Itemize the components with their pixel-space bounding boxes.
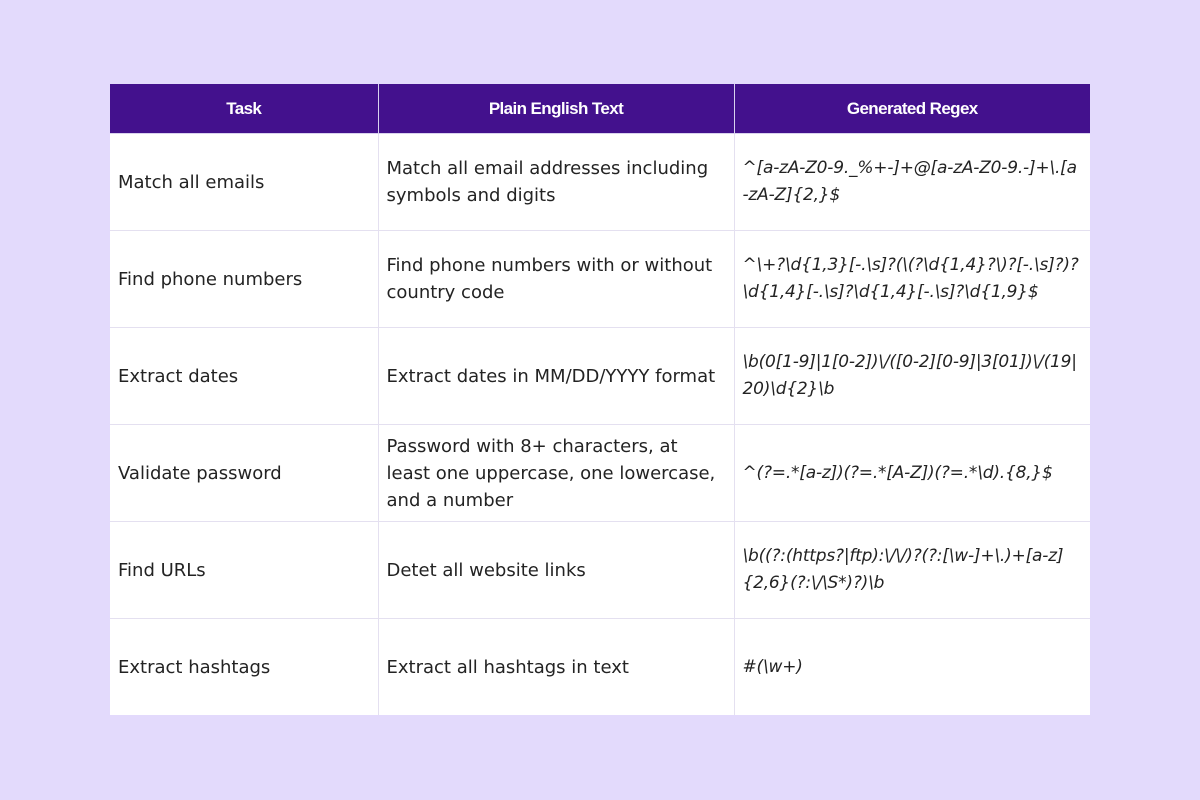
header-plain-english-text: Plain English Text [378, 84, 734, 134]
table-row [110, 134, 1090, 231]
task-cell: Extract dates [110, 328, 378, 425]
regex-cell: ^[a-zA-Z0-9._%+-]+@[a-zA-Z0-9.-]+\.[a-zA-Z]{2,}$ [734, 134, 1090, 231]
task-cell: Validate password [110, 425, 378, 522]
table-row [110, 328, 1090, 425]
regex-cell: ^(?=.*[a-z])(?=.*[A-Z])(?=.*\d).{8,}$ [734, 425, 1090, 522]
regex-cell: #(\w+) [734, 619, 1090, 716]
table-row [110, 619, 1090, 716]
task-cell: Match all emails [110, 134, 378, 231]
task-cell: Find phone numbers [110, 231, 378, 328]
table-row [110, 231, 1090, 328]
table-header-row [110, 84, 1090, 134]
table-row [110, 522, 1090, 619]
regex-cell: \b(0[1-9]|1[0-2])\/([0-2][0-9]|3[01])\/(19|20)\d{2}\b [734, 328, 1090, 425]
header-task: Task [110, 84, 378, 134]
plain-text-cell: Extract dates in MM/DD/YYYY format [378, 328, 734, 425]
regex-cell: ^\+?\d{1,3}[-.\s]?(\(?\d{1,4}?\)?[-.\s]?)?\d{1,4}[-.\s]?\d{1,4}[-.\s]?\d{1,9}$ [734, 231, 1090, 328]
plain-text-cell: Find phone numbers with or without country code [378, 231, 734, 328]
task-cell: Find URLs [110, 522, 378, 619]
regex-cell: \b((?:(https?|ftp):\/\/)?(?:[\w-]+\.)+[a-z]{2,6}(?:\/\S*)?)\b [734, 522, 1090, 619]
table-row [110, 425, 1090, 522]
header-generated-regex: Generated Regex [734, 84, 1090, 134]
plain-text-cell: Password with 8+ characters, at least one uppercase, one lowercase, and a number [378, 425, 734, 522]
task-cell: Extract hashtags [118, 656, 271, 678]
regex-table [110, 84, 1090, 715]
plain-text-cell: Match all email addresses including symbols and digits [378, 134, 734, 231]
regex-table-container [110, 84, 1090, 715]
plain-text-cell: Extract all hashtags in text [378, 619, 734, 716]
plain-text-cell: Detet all website links [378, 522, 734, 619]
